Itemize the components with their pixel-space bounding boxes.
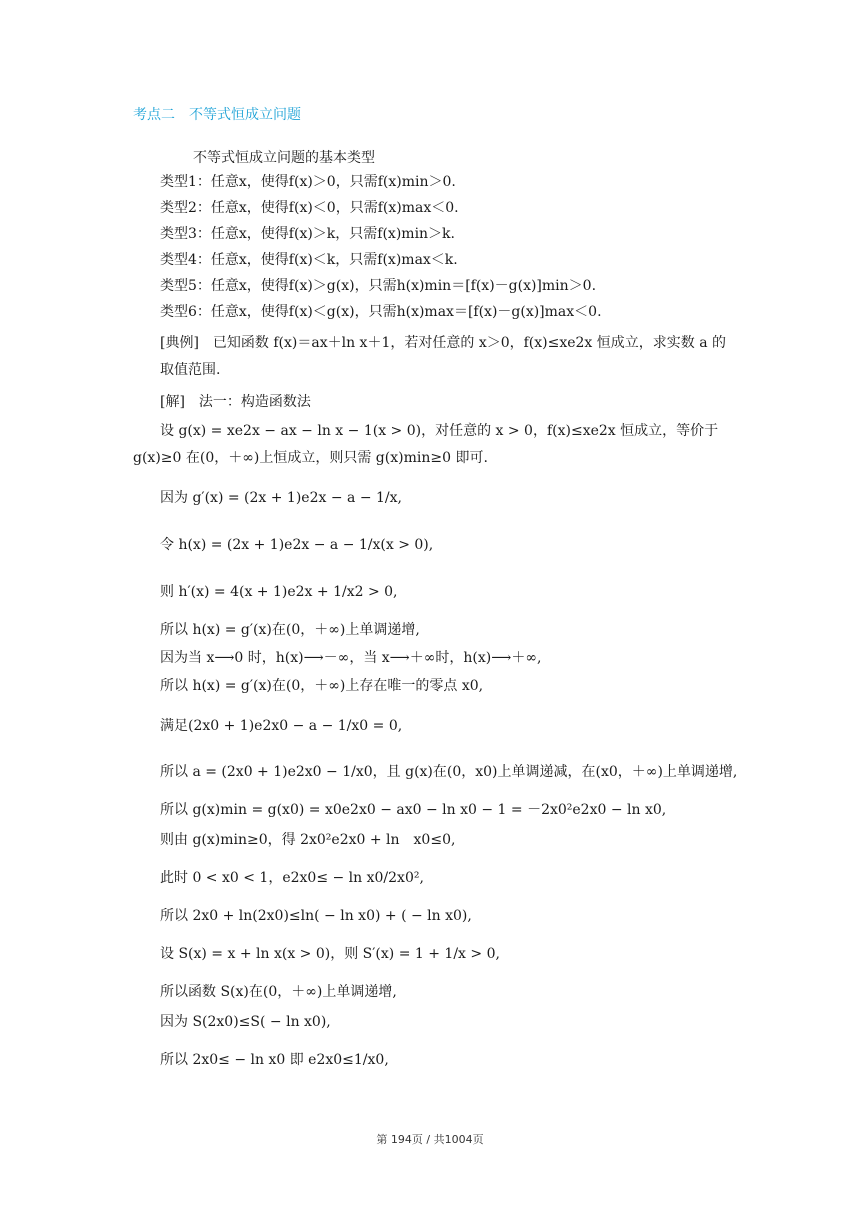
step-13: 所以 2x0 + ln(2x0)≤ln( − ln x0) + ( − ln x0), xyxy=(160,908,472,924)
solution-header: [解] 法一：构造函数法 xyxy=(160,394,311,410)
type-3: 类型3：任意x，使得f(x)＞k，只需f(x)min＞k. xyxy=(160,226,455,242)
step-9: 所以 a = (2x0 + 1)e2x0 − 1/x0，且 g(x)在(0，x0)上单调递减，在(x0，＋∞)上单调递增, xyxy=(160,764,738,780)
step-4: 则 h′(x) = 4(x + 1)e2x + 1/x2 > 0, xyxy=(160,584,398,600)
step-7: 所以 h(x) = g′(x)在(0，＋∞)上存在唯一的零点 x0, xyxy=(160,678,484,694)
step-16: 因为 S(2x0)≤S( − ln x0), xyxy=(160,1014,331,1030)
step-2: 因为 g′(x) = (2x + 1)e2x − a − 1/x, xyxy=(160,490,402,506)
example-problem: [典例] 已知函数 f(x)＝ax＋ln x＋1，若对任意的 x＞0，f(x)≤xe2x 恒成立，求实数 a 的取值范围. xyxy=(160,335,727,378)
step-14: 设 S(x) = x + ln x(x > 0)，则 S′(x) = 1 + 1/x > 0, xyxy=(160,946,500,962)
type-5: 类型5：任意x，使得f(x)＞g(x)，只需h(x)min＝[f(x)－g(x)]min＞0. xyxy=(160,278,597,294)
step-15: 所以函数 S(x)在(0，＋∞)上单调递增, xyxy=(160,984,397,1000)
step-3: 令 h(x) = (2x + 1)e2x − a − 1/x(x > 0), xyxy=(160,537,434,553)
type-6: 类型6：任意x，使得f(x)＜g(x)，只需h(x)max＝[f(x)－g(x)]max＜0. xyxy=(160,304,602,320)
section-title: 考点二 不等式恒成立问题 xyxy=(133,107,301,123)
step-8: 满足(2x0 + 1)e2x0 − a − 1/x0 = 0, xyxy=(160,718,403,734)
step-6: 因为当 x⟶0 时，h(x)⟶－∞，当 x⟶＋∞时，h(x)⟶＋∞, xyxy=(160,650,542,666)
step-5: 所以 h(x) = g′(x)在(0，＋∞)上单调递增, xyxy=(160,622,420,638)
step-12: 此时 0 < x0 < 1，e2x0≤ − ln x0/2x0², xyxy=(160,870,424,886)
type-4: 类型4：任意x，使得f(x)＜k，只需f(x)max＜k. xyxy=(160,252,458,268)
step-17: 所以 2x0≤ − ln x0 即 e2x0≤1/x0, xyxy=(160,1052,389,1068)
page-footer: 第 194页 / 共1004页 xyxy=(376,1133,484,1146)
type-2: 类型2：任意x，使得f(x)＜0，只需f(x)max＜0. xyxy=(160,200,459,216)
step-11: 则由 g(x)min≥0，得 2x0²e2x0 + ln x0≤0, xyxy=(160,832,456,848)
type-1: 类型1：任意x，使得f(x)＞0，只需f(x)min＞0. xyxy=(160,174,456,190)
step-1: 设 g(x) = xe2x − ax − ln x − 1(x > 0)，对任意的 x > 0，f(x)≤xe2x 恒成立，等价于 g(x)≥0 在(0，＋∞)上恒成立，则只需 g(x)min≥0 即可. xyxy=(133,423,719,466)
step-10: 所以 g(x)min = g(x0) = x0e2x0 − ax0 − ln x0 − 1 = －2x0²e2x0 − ln x0, xyxy=(160,802,667,818)
subtitle: 不等式恒成立问题的基本类型 xyxy=(193,150,375,166)
